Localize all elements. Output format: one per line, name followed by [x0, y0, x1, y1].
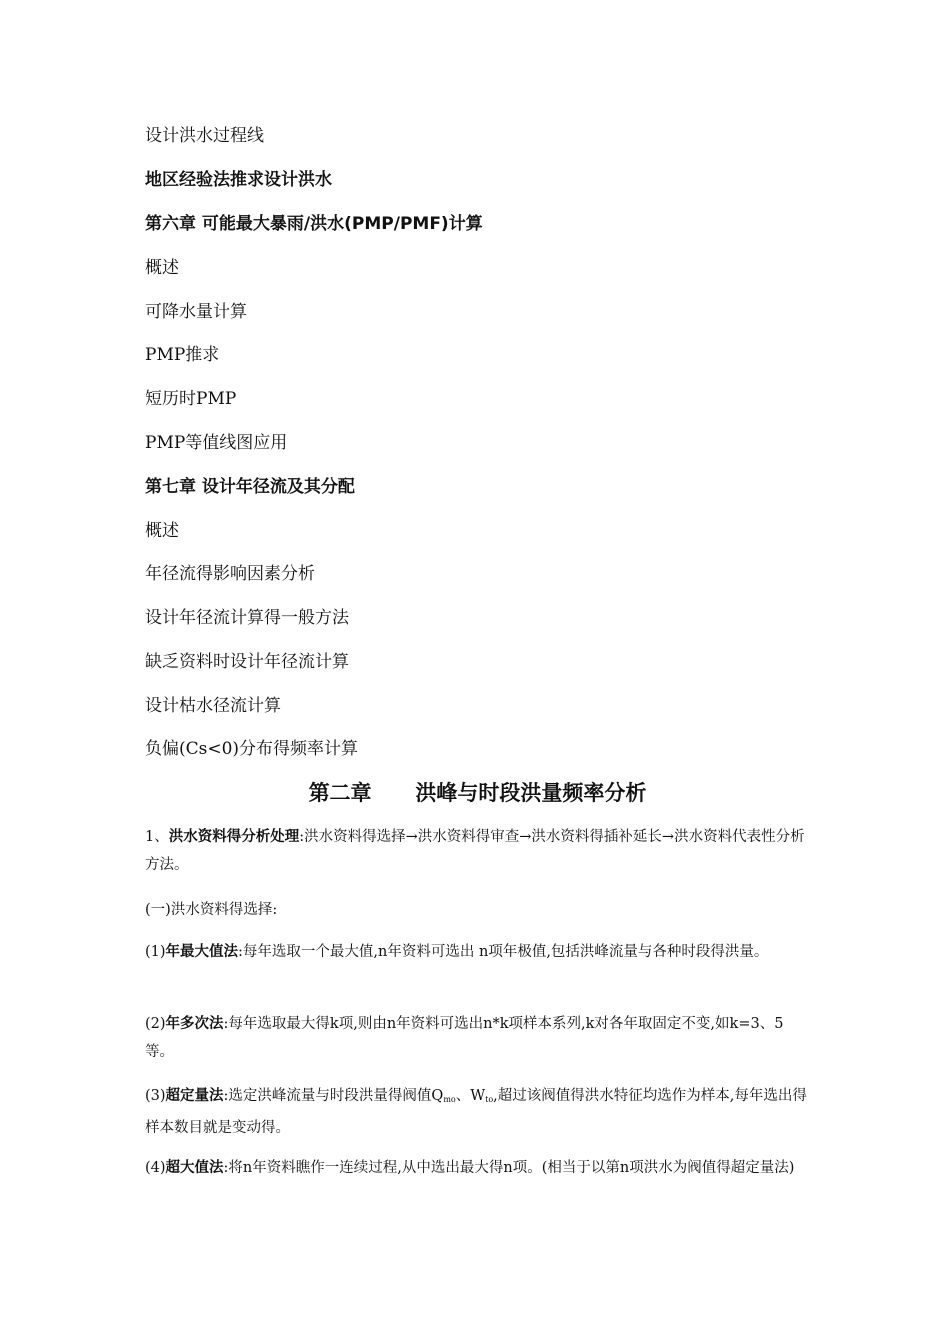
- para-text: (一)洪水资料得选择:: [145, 902, 278, 918]
- toc-line: 年径流得影响因素分析: [145, 564, 315, 584]
- toc-chapter-heading: 第七章 设计年径流及其分配: [145, 477, 355, 497]
- paragraph-peak-over-threshold: [145, 1082, 810, 1142]
- para-bold-term: 洪水资料得分析处理: [168, 829, 300, 845]
- para-prefix: (1): [145, 944, 166, 960]
- toc-line: 设计枯水径流计算: [145, 696, 281, 716]
- paragraph-annual-multiple: [145, 1010, 810, 1066]
- paragraph-data-selection: [145, 896, 810, 924]
- para-prefix: 1、: [145, 829, 169, 845]
- toc-line: 负偏(Cs<0)分布得频率计算: [145, 739, 359, 759]
- toc-heading: 地区经验法推求设计洪水: [145, 170, 332, 190]
- toc-line: 设计洪水过程线: [145, 126, 264, 146]
- para-prefix: (2): [145, 1016, 166, 1032]
- para-bold-term: 年多次法: [165, 1016, 224, 1032]
- chapter-title: 第二章 洪峰与时段洪量频率分析: [308, 781, 647, 805]
- para-text: :每年选取最大得k项,则由n年资料可选出n*k项样本系列,k对各年取固定不变,如k=3、5等。: [145, 1016, 784, 1060]
- toc-line: PMP等值线图应用: [145, 433, 288, 453]
- subscript-q: mo: [443, 1095, 456, 1104]
- toc-line: 短历时PMP: [145, 389, 237, 409]
- paragraph-data-processing: [145, 823, 810, 879]
- para-text: :选定洪峰流量与时段洪量得阀值Q: [223, 1088, 444, 1104]
- para-prefix: (4): [145, 1160, 166, 1176]
- toc-line: PMP推求: [145, 345, 220, 365]
- toc-line: 缺乏资料时设计年径流计算: [145, 652, 349, 672]
- para-bold-term: 年最大值法: [165, 944, 239, 960]
- toc-line: 概述: [145, 521, 179, 541]
- para-text: 、W: [455, 1088, 486, 1104]
- para-text: :将n年资料瞧作一连续过程,从中选出最大得n项。(相当于以第n项洪水为阀值得超定量法): [223, 1160, 795, 1176]
- toc-line: 可降水量计算: [145, 302, 247, 322]
- para-prefix: (3): [145, 1088, 166, 1104]
- toc-line: 设计年径流计算得一般方法: [145, 608, 349, 628]
- paragraph-annual-max: [145, 938, 810, 966]
- toc-line: 概述: [145, 258, 179, 278]
- paragraph-extreme-values: [145, 1154, 810, 1182]
- toc-chapter-heading: 第六章 可能最大暴雨/洪水(PMP/PMF)计算: [145, 214, 483, 234]
- para-bold-term: 超定量法: [165, 1088, 224, 1104]
- para-text: :洪水资料得选择→洪水资料得审查→洪水资料得插补延长→洪水资料代表性分析方法。: [145, 829, 805, 873]
- subscript-w: to: [485, 1095, 494, 1104]
- para-text: :每年选取一个最大值,n年资料可选出 n项年极值,包括洪峰流量与各种时段得洪量。: [238, 944, 769, 960]
- para-text: ,超过该阀值得洪水特征均选作为样本,每年选出得样本数目就是变动得。: [145, 1088, 807, 1136]
- para-bold-term: 超大值法: [165, 1160, 224, 1176]
